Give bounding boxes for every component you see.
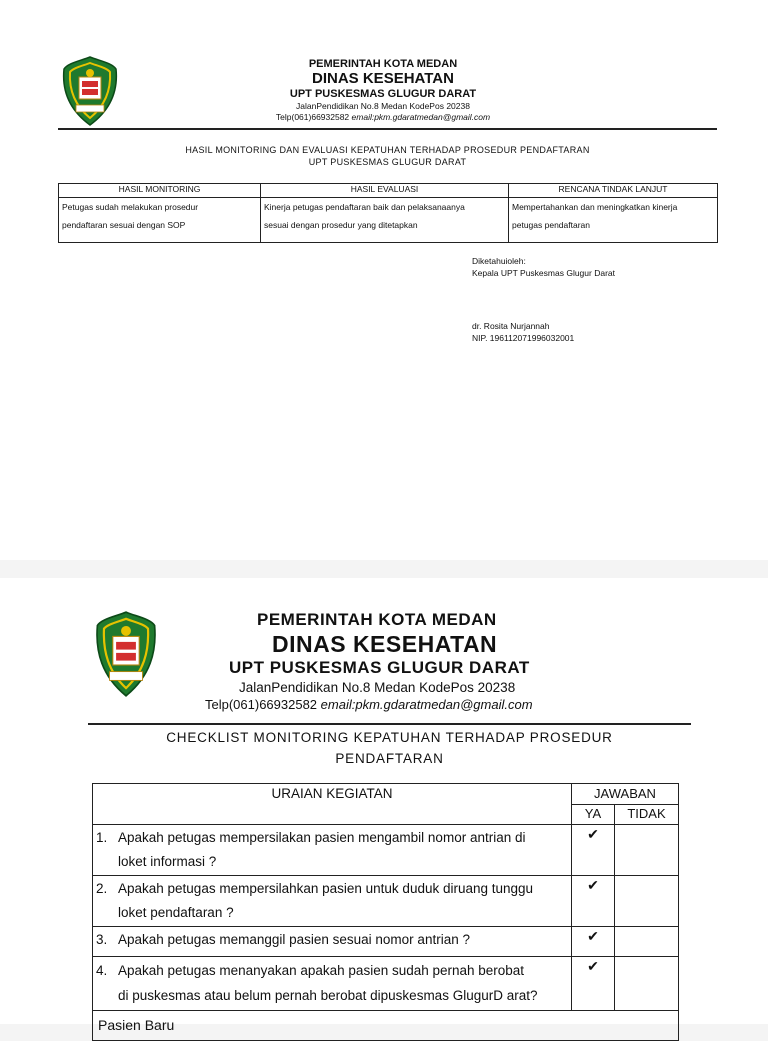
cell-text: Kinerja petugas pendaftaran baik dan pelaksanaanya — [264, 202, 465, 212]
column-header-ya: YA — [572, 805, 615, 825]
address-line: JalanPendidikan No.8 Medan KodePos 20238 — [239, 680, 516, 695]
contact-line — [200, 112, 566, 122]
table-cell — [509, 198, 718, 243]
answer-tidak-cell[interactable] — [615, 927, 679, 957]
question-line — [96, 958, 568, 983]
column-header: RENCANA TINDAK LANJUT — [509, 184, 718, 198]
column-header-tidak: TIDAK — [615, 805, 679, 825]
column-header: HASIL EVALUASI — [261, 184, 509, 198]
contact-line — [205, 697, 533, 712]
cell-text: Mempertahankan dan meningkatkan kinerja — [512, 202, 678, 212]
checklist-title: CHECKLIST MONITORING KEPATUHAN TERHADAP PROSEDUR — [166, 730, 613, 745]
question-text: Apakah petugas mempersilakan pasien mengambil nomor antrian di — [118, 830, 526, 845]
table-row — [93, 876, 679, 927]
question-number: 2. — [96, 881, 108, 896]
table-header-row — [59, 184, 718, 198]
question-text: Apakah petugas mempersilahkan pasien untuk duduk diruang tunggu — [118, 881, 534, 896]
document-page-2 — [0, 578, 768, 1033]
institution-name: UPT PUSKESMAS GLUGUR DARAT — [289, 88, 477, 100]
cell-text: sesuai dengan prosedur yang ditetapkan — [264, 220, 418, 230]
medan-city-emblem-logo — [60, 55, 120, 127]
table-row — [93, 825, 679, 876]
phone-text: Telp(061)66932582 — [205, 697, 321, 712]
answer-ya-cell[interactable]: ✔ — [572, 957, 615, 1011]
question-cell — [93, 927, 572, 957]
question-line — [96, 928, 568, 952]
signatory-name: dr. Rosita Nurjannah — [472, 321, 550, 331]
question-text-cont: loket informasi ? — [118, 854, 217, 869]
table-cell — [261, 198, 509, 243]
column-header-uraian: URAIAN KEGIATAN — [93, 784, 572, 825]
institution-name: UPT PUSKESMAS GLUGUR DARAT — [229, 658, 530, 677]
department-name: DINAS KESEHATAN — [272, 631, 498, 657]
medan-city-emblem-logo — [93, 610, 159, 698]
answer-ya-cell[interactable]: ✔ — [572, 927, 615, 957]
question-cell — [93, 825, 572, 876]
question-line — [96, 877, 568, 901]
section-row — [93, 1011, 679, 1041]
cell-text: pendaftaran sesuai dengan SOP — [62, 220, 186, 230]
question-cell — [93, 957, 572, 1011]
table-cell — [59, 198, 261, 243]
table-header-row — [93, 784, 679, 805]
evaluation-table — [58, 183, 718, 243]
column-header: HASIL MONITORING — [59, 184, 261, 198]
question-number: 1. — [96, 830, 108, 845]
question-text-cont: loket pendaftaran ? — [118, 905, 234, 920]
question-cell — [93, 876, 572, 927]
signatory-nip: NIP. 196112071996032001 — [472, 333, 575, 343]
checklist-subtitle: PENDAFTARAN — [335, 751, 444, 766]
document-title: HASIL MONITORING DAN EVALUASI KEPATUHAN TERHADAP PROSEDUR PENDAFTARAN — [185, 145, 590, 155]
answer-tidak-cell[interactable] — [615, 957, 679, 1011]
document-subtitle: UPT PUSKESMAS GLUGUR DARAT — [308, 157, 467, 167]
section-label-pasien-baru: Pasien Baru — [93, 1011, 679, 1041]
question-number: 3. — [96, 932, 108, 947]
cell-text: Petugas sudah melakukan prosedur — [62, 202, 199, 212]
question-text-cont: di puskesmas atau belum pernah berobat dipuskesmas GlugurD arat? — [118, 988, 538, 1003]
table-row — [93, 927, 679, 957]
answer-ya-cell[interactable]: ✔ — [572, 825, 615, 876]
email-text: email:pkm.gdaratmedan@gmail.com — [351, 112, 491, 122]
table-row — [93, 957, 679, 1011]
email-text: email:pkm.gdaratmedan@gmail.com — [320, 697, 533, 712]
signatory-position: Kepala UPT Puskesmas Glugur Darat — [472, 268, 615, 278]
header-divider — [88, 723, 691, 725]
table-row — [59, 198, 718, 243]
known-by-label: Diketahuioleh: — [472, 256, 526, 266]
address-line: JalanPendidikan No.8 Medan KodePos 20238 — [296, 101, 470, 111]
column-header-jawaban: JAWABAN — [572, 784, 679, 805]
answer-ya-cell[interactable]: ✔ — [572, 876, 615, 927]
cell-text: petugas pendaftaran — [512, 220, 590, 230]
question-number: 4. — [96, 963, 108, 978]
question-text: Apakah petugas menanyakan apakah pasien sudah pernah berobat — [118, 963, 525, 978]
agency-name: PEMERINTAH KOTA MEDAN — [308, 58, 458, 70]
question-line — [96, 826, 568, 850]
department-name: DINAS KESEHATAN — [312, 70, 454, 87]
answer-tidak-cell[interactable] — [615, 825, 679, 876]
question-text: Apakah petugas memanggil pasien sesuai nomor antrian ? — [118, 932, 470, 947]
answer-tidak-cell[interactable] — [615, 876, 679, 927]
agency-name: PEMERINTAH KOTA MEDAN — [257, 610, 497, 629]
header-divider — [58, 128, 717, 130]
phone-text: Telp(061)66932582 — [275, 112, 352, 122]
checklist-table — [92, 783, 679, 1041]
